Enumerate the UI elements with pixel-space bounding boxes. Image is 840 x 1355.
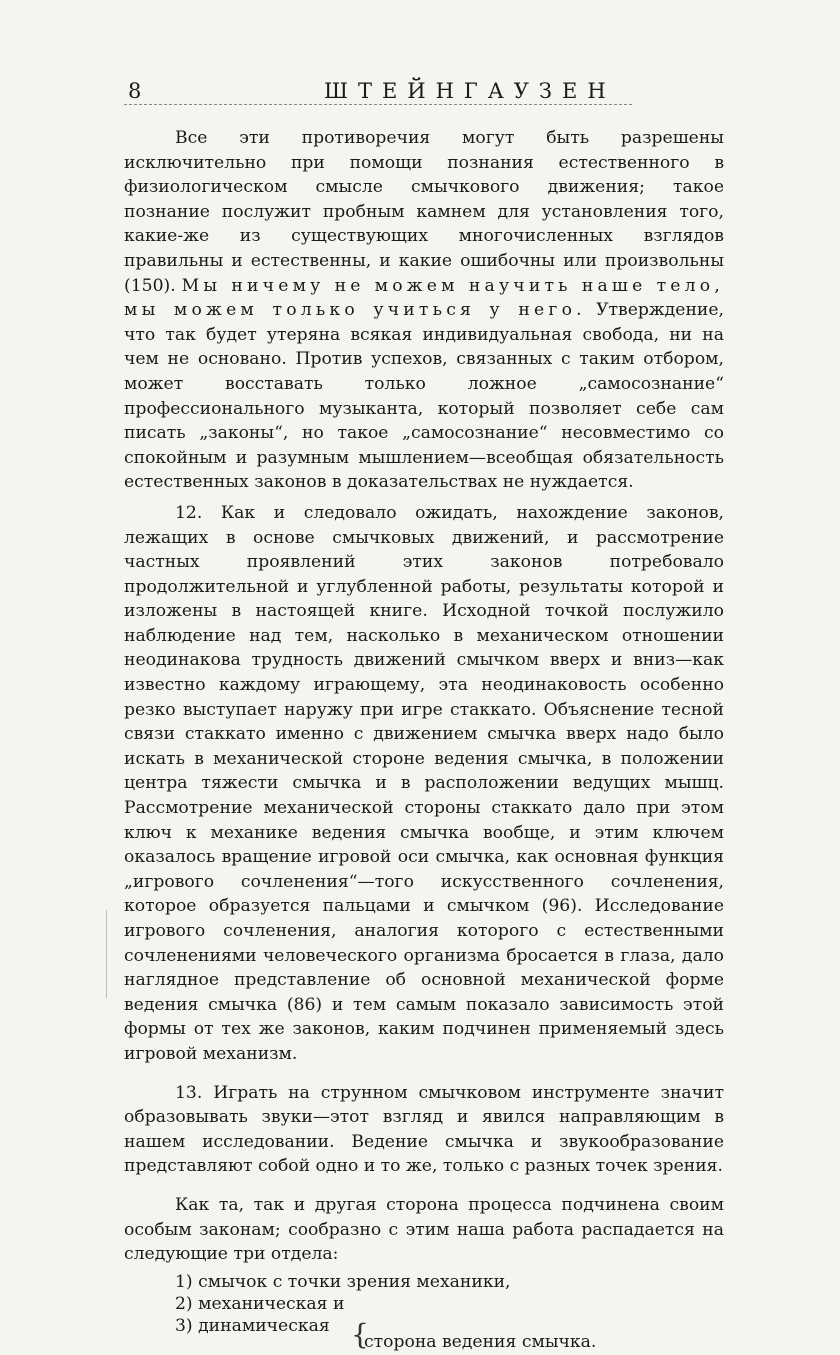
list-item-3: 3) динамическая xyxy=(175,1315,330,1336)
list-item-2: 2) механическая и xyxy=(175,1293,345,1314)
paragraph-13: 13. Играть на струнном смычковом инструменте значит образовывать звуки—этот взгляд и явился направляющим в нашем исследовании. Ведение смычка и звукообразование представляют собой одно и то же, только с разных точек зрения. xyxy=(124,1082,724,1177)
paragraph-12: 12. Как и следовало ожидать, нахождение законов, лежащих в основе смычковых движений, и рассмотрение частных проявлений этих законов потребовало продолжительной и углубленной работы, результаты которой и изложены в настоящей книге. Исходной точкой послужило наблюдение над тем, насколько в механическом отношении неодинакова трудность движений смычком вверх и вниз—как известно каждому играющему, эта неодинаковость особенно резко выступает наружу при игре стаккато. Объяснение тесной связи стаккато именно с движением смычка вверх надо было искать в механической стороне ведения смычка, в положении центра тяжести смычка и в расположении ведущих мышц. Рассмотрение механической стороны стаккато дало при этом ключ к механике ведения смычка вообще, и этим ключем оказалось вращение игровой оси смычка, как основная функция „игрового сочленения“—того искусственного сочленения, которое образуется пальцами и смычком (96). Исследование игрового сочленения, аналогия которого с естественными сочленениями человеческого организма бросается в глаза, дало наглядное представление об основной механической форме ведения смычка (86) и тем самым показало зависимость этой формы от тех же законов, каким подчинен применяемый здесь игровой механизм. xyxy=(124,502,724,1064)
brace-label: сторона ведения смычка. xyxy=(364,1331,597,1352)
running-title: ШТЕЙНГАУЗЕН xyxy=(324,79,616,103)
list-item-1: 1) смычок с точки зрения механики, xyxy=(175,1271,511,1292)
paragraph-1-part-a: Все эти противоречия могут быть разрешены исключительно при помощи познания естественного в физиологическом смысле смычкового движения; такое познание послужит пробным камнем для установления того, какие-же из существующих многочисленных взглядов правильны и естественны, и какие ошибочны или произвольны (150). xyxy=(124,128,724,296)
paragraph-1-part-b: Утверждение, что так будет утеряна всякая индивидуальная свобода, ни на чем не основано. Против успехов, связанных с таким отбором, может восставать только ложное „самосознание“ профессионального музыканта, который позволяет себе сам писать „законы“, но такое „самосознание“ несовместимо со спокойным и разумным мышлением—всеобщая обязательность естественных законов в доказательствах не нуждается. xyxy=(124,300,724,493)
paragraph-1 xyxy=(124,126,724,495)
margin-pencil-mark xyxy=(106,910,115,998)
page-body xyxy=(124,126,724,1352)
paragraph-list-intro: Как та, так и другая сторона процесса подчинена своим особым законам; сообразно с этим наша работа распадается на следующие три отдела: xyxy=(124,1194,724,1265)
page-number: 8 xyxy=(128,79,142,103)
section-list xyxy=(124,1271,724,1352)
brace-glyph: { xyxy=(351,1317,369,1351)
paragraph-1-spaced-emphasis: Мы ничему не можем научить наше тело, мы можем только учиться у него. xyxy=(124,275,724,321)
header-rule xyxy=(124,104,632,105)
page-header xyxy=(124,78,722,114)
